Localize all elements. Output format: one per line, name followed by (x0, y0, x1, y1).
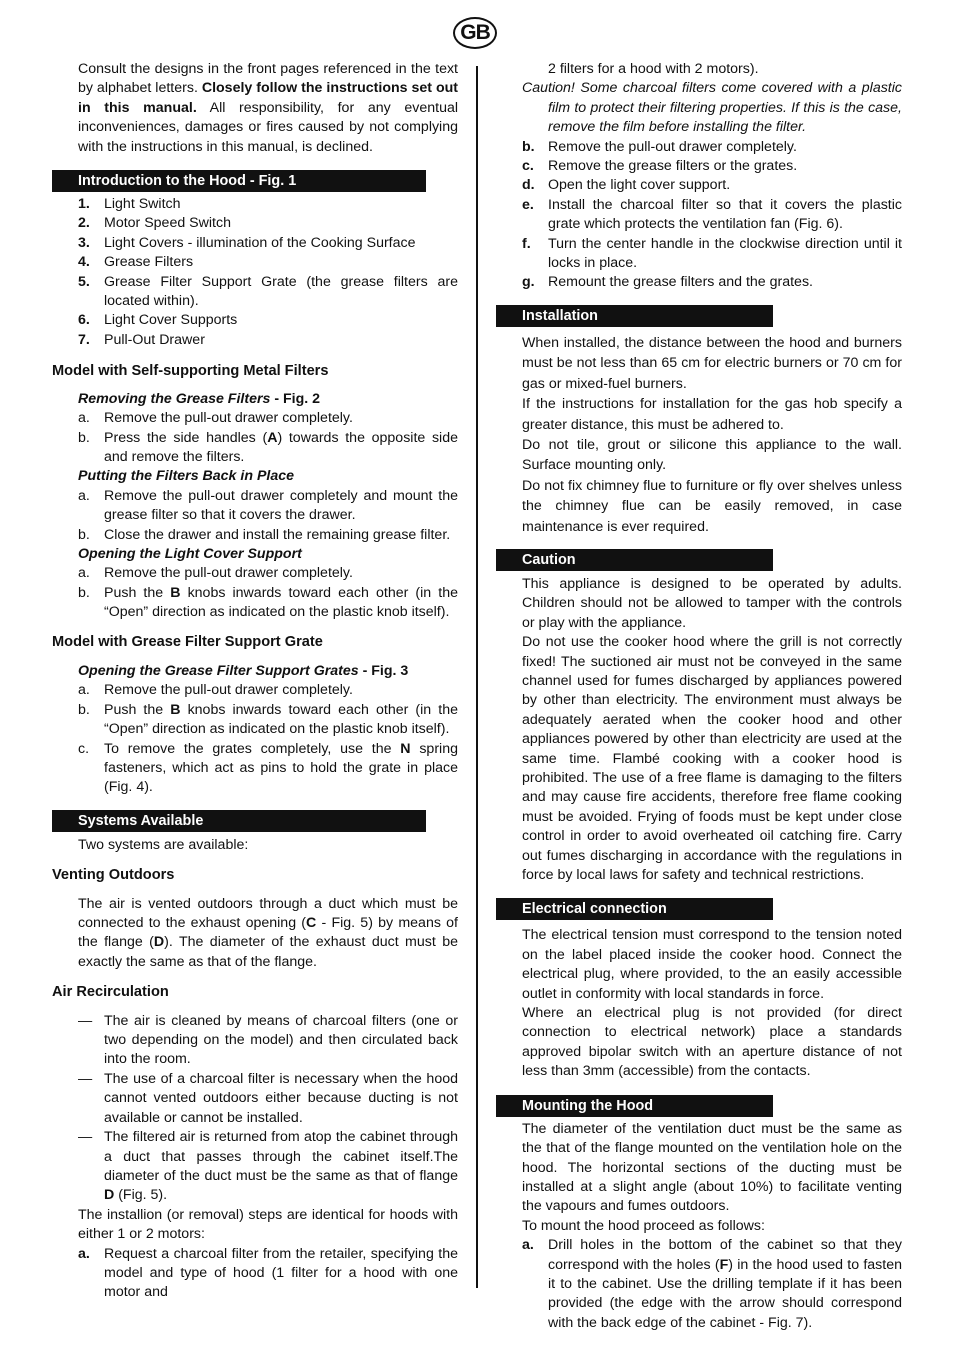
step-a-continued: 2 filters for a hood with 2 motors). (548, 61, 759, 77)
heading-venting-outdoors: Venting Outdoors (52, 867, 175, 884)
list-item: — The air is cleaned by means of charcoal filters (one or two depending on the model) and then circulated back into the room. (78, 1012, 458, 1068)
section-bar-electrical: Electrical connection (496, 898, 773, 920)
list-item: 2. Motor Speed Switch (78, 215, 231, 232)
mounting-paragraph: The diameter of the ventilation duct must be the same as the that of the flange mounted on the ventilation hole on the hood. The horizontal sections of the ducting must be installed at a slight angle (about 10%) to facilitate venting the vapours and fumes outdoors. (522, 1120, 902, 1215)
electrical-text (496, 926, 902, 1081)
subheading-opening-grates: Opening the Grease Filter Support Grates - Fig. 3 (78, 662, 409, 679)
list-item: c. Remove the grease filters or the grates. (522, 158, 798, 175)
subheading-removing-filters: Removing the Grease Filters - Fig. 2 (78, 390, 321, 407)
heading-air-recirculation: Air Recirculation (52, 984, 169, 1001)
venting-paragraph: The air is vented outdoors through a duct which must be connected to the exhaust opening (C - Fig. 5) by means of the flange (D). The diameter of the exhaust duct must be exactly the same as that of the flange. (78, 895, 458, 970)
list-item: a. Remove the pull-out drawer completely. (78, 565, 353, 582)
list-item: d. Open the light cover support. (522, 177, 731, 194)
section-bar-caution: Caution (496, 549, 773, 571)
caution-paragraph: Do not use the cooker hood where the grill is not correctly fixed! The suctioned air must not be conveyed in the same channel used for fumes discharged by appliances powered by other than electricity. The environment must always be adequately aerated when the cooker hood and other appliances powered by other than electricity are used at the same time. Flambé cooking with a cooker hood is prohibited. The use of a free flame is damaging to the filters and may cause fire accidents, therefore free flame cooking must be avoided. Frying of foods must be kept under close control in order to avoid overheated oil catching fire. Carry out fumes discharging in accordance with the regulations in force by local laws for safety and technical restrictions. (522, 634, 902, 884)
left-column (52, 60, 458, 1303)
list-item: g. Remount the grease filters and the grates. (522, 274, 813, 291)
electrical-paragraph: Where an electrical plug is not provided (for direct connection to electrical network) place a standards approved bipolar switch with an aperture distance of not less than 3mm (accessible) from the contacts. (522, 1005, 902, 1080)
removing-steps (52, 409, 458, 467)
installation-paragraph: Do not fix chimney flue to furniture or fly over shelves unless the chimney flue can be easily removed, in case maintenance is ever required. (522, 477, 902, 535)
opening-steps (52, 564, 458, 622)
mounting-paragraph: To mount the hood proceed as follows: (522, 1217, 765, 1234)
language-badge: GB (453, 17, 497, 49)
list-item: 1. Light Switch (78, 196, 181, 213)
list-item: f. Turn the center handle in the clockwise direction until it locks in place. (522, 235, 902, 272)
electrical-paragraph: The electrical tension must correspond to the tension noted on the label placed inside the cooker hood. Connect the electrical plug, where provided, to the an easily accessible outlet in conformity with local standards in force. (522, 927, 902, 1002)
heading-model-metal-filters: Model with Self-supporting Metal Filters (52, 363, 329, 380)
list-item: b. Press the side handles (A) towards the opposite side and remove the filters. (78, 429, 458, 465)
caution-text (496, 575, 902, 886)
list-item: a. Request a charcoal filter from the retailer, specifying the model and type of hood (1 filter for a hood with one motor and (78, 1245, 458, 1301)
list-item: c. To remove the grates completely, use the N spring fasteners, which act as pins to hold the grate in place (Fig. 4). (78, 740, 458, 796)
list-item: 6. Light Cover Supports (78, 312, 238, 329)
section-bar-installation: Installation (496, 305, 773, 327)
list-item: 3. Light Covers - illumination of the Cooking Surface (78, 234, 416, 251)
list-item: b. Push the B knobs inwards toward each other (in the “Open” direction as indicated on the plastic knob itself). (78, 701, 458, 738)
systems-text: Two systems are available: (78, 836, 249, 853)
putting-steps (52, 487, 458, 545)
list-item: b. Push the B knobs inwards toward each other (in the “Open” direction as indicated on the plastic knob itself). (78, 584, 458, 621)
list-item: 7. Pull-Out Drawer (78, 331, 205, 348)
section-bar-mounting: Mounting the Hood (496, 1095, 773, 1117)
column-divider (476, 66, 478, 1288)
list-item: 4. Grease Filters (78, 254, 194, 271)
heading-model-support-grate: Model with Grease Filter Support Grate (52, 633, 323, 650)
section-bar-introduction: Introduction to the Hood - Fig. 1 (52, 170, 426, 192)
charcoal-caution-note: Caution! Some charcoal filters come covered with a plastic film to protect their filtering properties. If this is the case, remove the film before installing the filter. (522, 80, 902, 136)
list-item: — The filtered air is returned from atop the cabinet through a duct that passes through the cabinet itself.The diameter of the duct must be the same as that of flange D (Fig. 5). (78, 1129, 458, 1204)
list-item: a. Drill holes in the bottom of the cabinet so that they correspond with the holes (F) in the hood used to fasten it to the cabinet. Use the drilling template if it has been provided (the edge with the arrow should correspond with the back edge of the cabinet - Fig. 7). (522, 1237, 903, 1331)
installation-paragraph: If the instructions for installation for the gas hob specify a greater distance, this must be adhered to. (522, 396, 902, 433)
right-column (496, 60, 902, 1333)
subheading-putting-filters-back: Putting the Filters Back in Place (78, 468, 295, 485)
section-bar-systems: Systems Available (52, 810, 426, 832)
subheading-opening-light-cover: Opening the Light Cover Support (78, 545, 302, 562)
caution-paragraph: This appliance is designed to be operated by adults. Children should not be allowed to tamper with the controls or play with the appliance. (522, 575, 902, 631)
mounting-text (496, 1120, 902, 1236)
list-item: — The use of a charcoal filter is necessary when the hood cannot vented outdoors either because ducting is not available or cannot be installed. (78, 1070, 458, 1126)
install-steps-text: The installion (or removal) steps are identical for hoods with either 1 or 2 motors: (78, 1206, 458, 1243)
installation-paragraph: Do not tile, grout or silicone this appliance to the wall. Surface mounting only. (522, 436, 902, 474)
charcoal-steps-start (52, 1245, 458, 1303)
grates-steps (52, 681, 458, 797)
list-item: a. Remove the pull-out drawer completely and mount the grease filter so that it covers the drawer. (78, 487, 458, 524)
mounting-steps (496, 1236, 902, 1333)
installation-text (496, 333, 902, 537)
list-item: 5. Grease Filter Support Grate (the grease filters are located within). (78, 273, 458, 310)
list-item: a. Remove the pull-out drawer completely. (78, 682, 353, 699)
list-item: e. Install the charcoal filter so that it covers the plastic grate which protects the ventilation fan (Fig. 6). (522, 196, 902, 233)
intro-paragraph: Consult the designs in the front pages referenced in the text by alphabet letters. Closely follow the instructions set out in this manual. All responsibility, for any eventual inconveniences, damages or fires caused by not complying with the instructions in this manual, is declined. (78, 61, 459, 155)
parts-list (52, 195, 458, 350)
list-item: b. Remove the pull-out drawer completely. (522, 138, 797, 155)
recirculation-list (52, 1012, 458, 1206)
charcoal-steps (496, 138, 902, 293)
list-item: a. Remove the pull-out drawer completely. (78, 410, 353, 427)
installation-paragraph: When installed, the distance between the hood and burners must be not less than 65 cm for electric burners or 70 cm for gas or mixed-fuel burners. (522, 334, 902, 392)
list-item: b. Close the drawer and install the remaining grease filter. (78, 526, 451, 543)
